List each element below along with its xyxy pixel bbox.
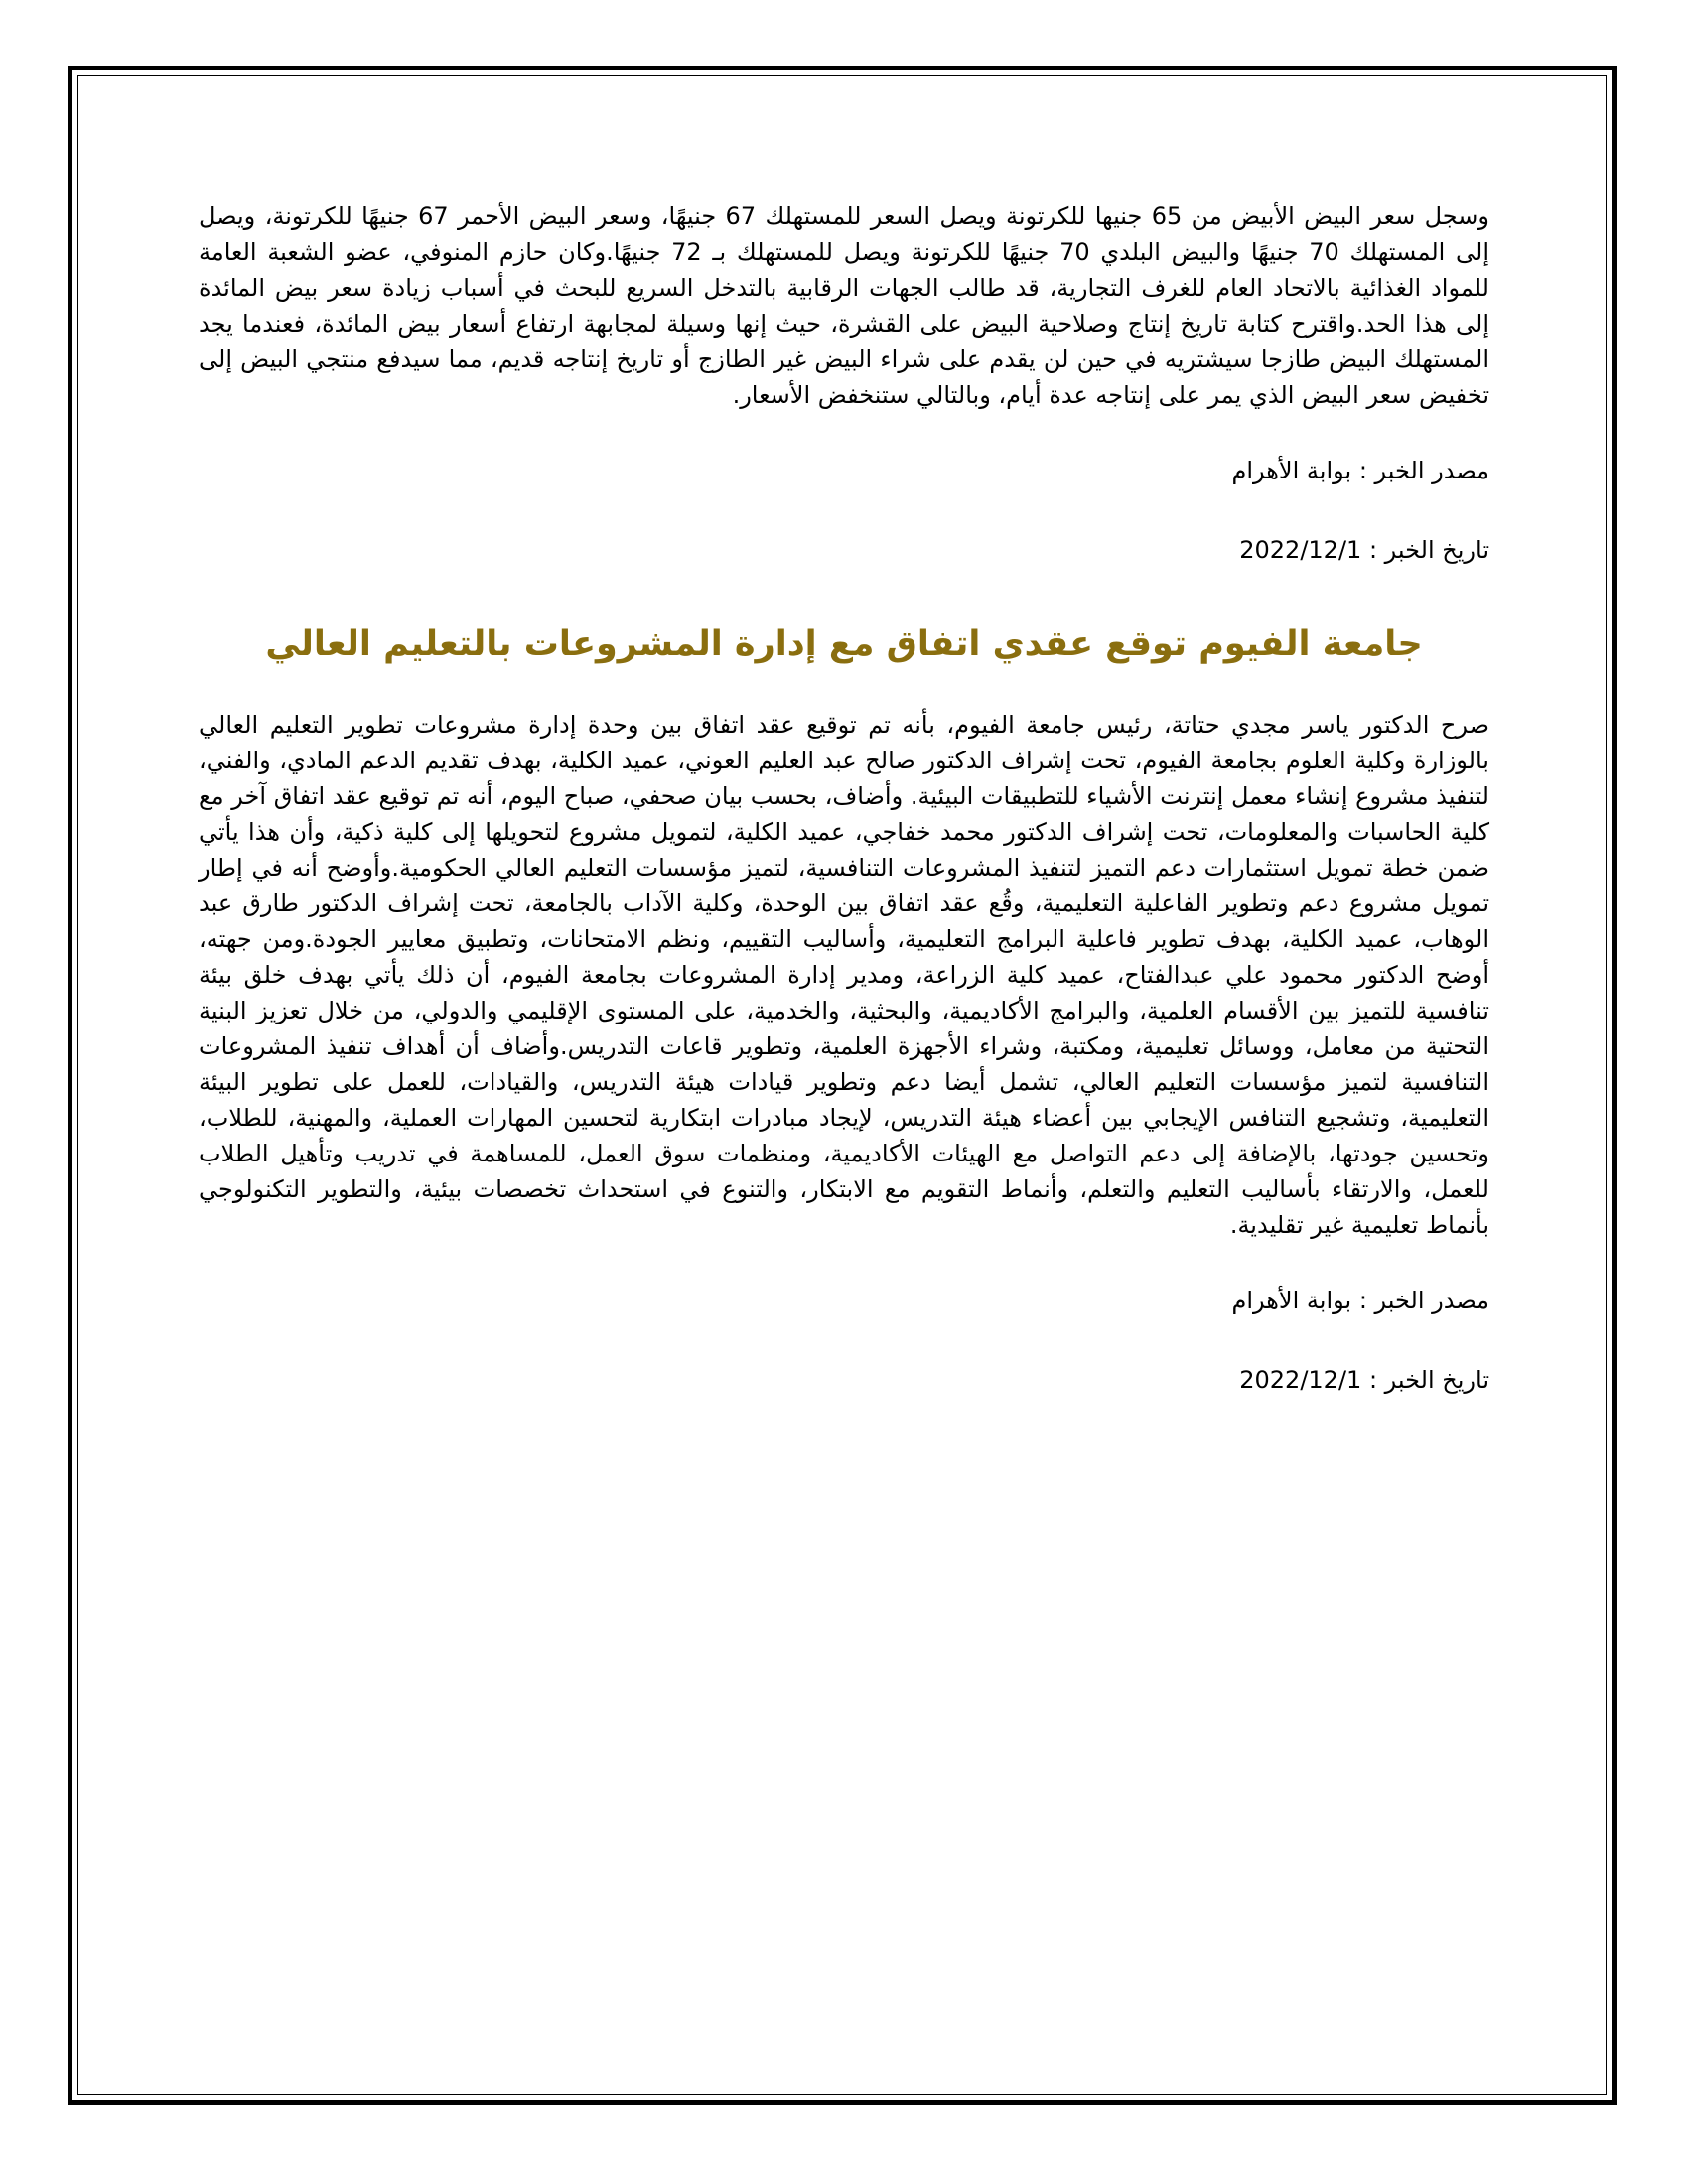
article-2-headline: جامعة الفيوم توقع عقدي اتفاق مع إدارة المشروعات بالتعليم العالي — [265, 624, 1423, 664]
article-2-date: تاريخ الخبر : 2022/12/1 — [1239, 1366, 1489, 1394]
article-1-body: وسجل سعر البيض الأبيض من 65 جنيها للكرتونة ويصل السعر للمستهلك 67 جنيهًا، وسعر البيض الأحمر 67 جنيهًا للكرتونة، ويصل إلى المستهلك 70 جنيهًا والبيض البلدي 70 جنيهًا للكرتونة ويصل للمستهلك بـ 72 جنيهًا.وكان حازم المنوفي، عضو الشعبة العامة للمواد الغذائية بالاتحاد العام للغرف التجارية، قد طالب الجهات الرقابية بالتدخل السريع للبحث في أسباب زيادة سعر بيض المائدة إلى هذا الحد.واقترح كتابة تاريخ إنتاج وصلاحية البيض على القشرة، حيث إنها وسيلة لمجابهة ارتفاع أسعار بيض المائدة، فعندما يجد المستهلك البيض طازجا سيشتريه في حين لن يقدم على شراء البيض غير الطازج أو تاريخ إنتاجه قديم، مما سيدفع منتجي البيض إلى تخفيض سعر البيض الذي يمر على إنتاجه عدة أيام، وبالتالي ستنخفض الأسعار. — [199, 203, 1490, 409]
document-content — [199, 199, 1489, 1398]
article-2-body: صرح الدكتور ياسر مجدي حتاتة، رئيس جامعة الفيوم، بأنه تم توقيع عقد اتفاق بين وحدة إدارة مشروعات تطوير التعليم العالي بالوزارة وكلية العلوم بجامعة الفيوم، تحت إشراف الدكتور صالح عبد العليم العوني، عميد الكلية، بهدف تقديم الدعم المادي، والفني، لتنفيذ مشروع إنشاء معمل إنترنت الأشياء للتطبيقات البيئية. وأضاف، بحسب بيان صحفي، صباح اليوم، أنه تم توقيع عقد اتفاق آخر مع كلية الحاسبات والمعلومات، تحت إشراف الدكتور محمد خفاجي، عميد الكلية، لتمويل مشروع لتحويلها إلى كلية ذكية، وأن هذا يأتي ضمن خطة تمويل استثمارات دعم التميز لتنفيذ المشروعات التنافسية، لتميز مؤسسات التعليم العالي الحكومية.وأوضح أنه في إطار تمويل مشروع دعم وتطوير الفاعلية التعليمية، وقُع عقد اتفاق بين الوحدة، وكلية الآداب بالجامعة، تحت إشراف الدكتور طارق عبد الوهاب، عميد الكلية، بهدف تطوير فاعلية البرامج التعليمية، وأساليب التقييم، ونظم الامتحانات، وتطبيق معايير الجودة.ومن جهته، أوضح الدكتور محمود علي عبدالفتاح، عميد كلية الزراعة، ومدير إدارة المشروعات بجامعة الفيوم، أن ذلك يأتي بهدف خلق بيئة تنافسية للتميز بين الأقسام العلمية، والبرامج الأكاديمية، والبحثية، والخدمية، على المستوى الإقليمي والدولي، من خلال تعزيز البنية التحتية من معامل، ووسائل تعليمية، ومكتبة، وشراء الأجهزة العلمية، وتطوير قاعات التدريس.وأضاف أن أهداف تنفيذ المشروعات التنافسية لتميز مؤسسات التعليم العالي، تشمل أيضا دعم وتطوير قيادات هيئة التدريس، والقيادات، للعمل على تطوير البيئة التعليمية، وتشجيع التنافس الإيجابي بين أعضاء هيئة التدريس، لإيجاد مبادرات ابتكارية لتحسين المهارات العملية، والمهنية، للطلاب، وتحسين جودتها، بالإضافة إلى دعم التواصل مع الهيئات الأكاديمية، ومنظمات سوق العمل، للمساهمة في تدريب وتأهيل الطلاب للعمل، والارتقاء بأساليب التعليم والتعلم، وأنماط التقويم مع الابتكار، والتنوع في استحداث تخصصات بيئية، والتطوير التكنولوجي بأنماط تعليمية غير تقليدية. — [199, 711, 1489, 1239]
article-1-source: مصدر الخبر : بوابة الأهرام — [1231, 457, 1489, 484]
article-1-date: تاريخ الخبر : 2022/12/1 — [1239, 536, 1489, 564]
article-2-source: مصدر الخبر : بوابة الأهرام — [1231, 1287, 1489, 1314]
